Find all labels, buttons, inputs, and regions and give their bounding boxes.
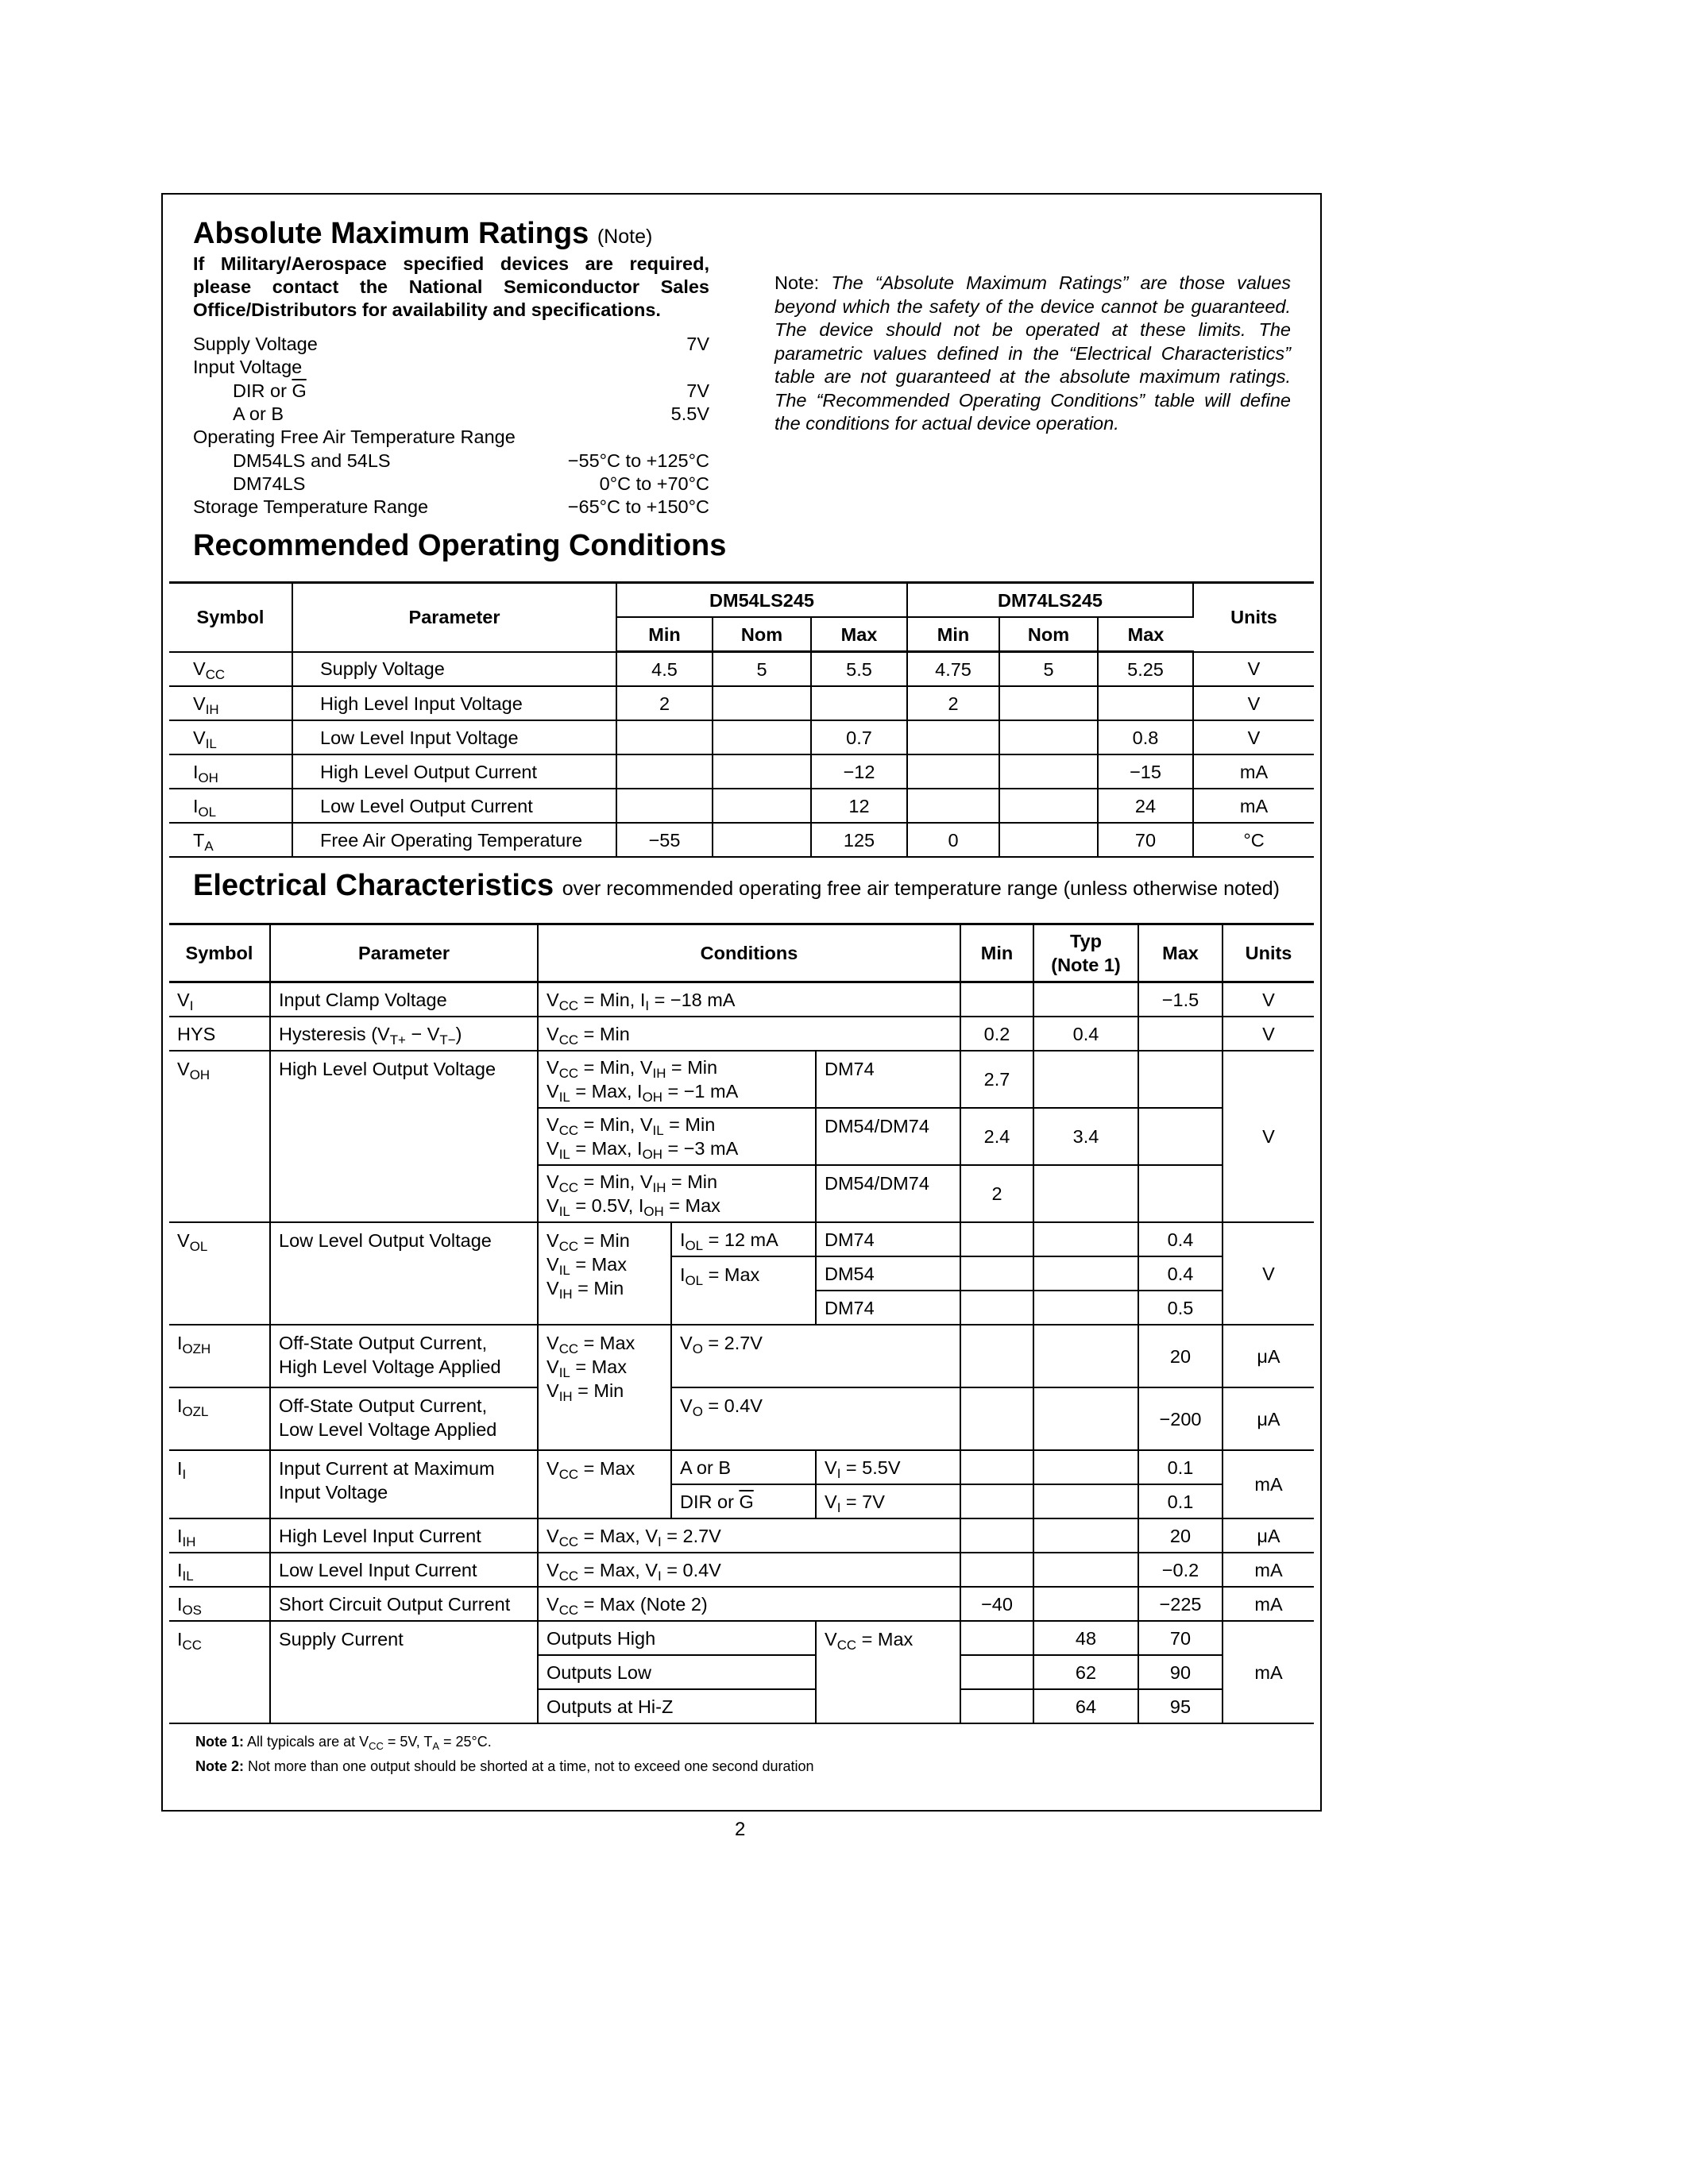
ec-conditions: $V_O = 2.7V$ [671,1325,960,1387]
roc-header-units: Units [1193,583,1314,652]
ec-typ: 48 [1033,1621,1138,1655]
ec-units: mA [1223,1587,1314,1621]
roc-value: 0.7 [811,720,907,754]
ec-typ: 3.4 [1033,1108,1138,1165]
ec-parameter: High Level Output Voltage [270,1051,538,1222]
ec-max: −225 [1138,1587,1223,1621]
ec-parameter: Input Clamp Voltage [270,982,538,1017]
ec-typ [1033,1325,1138,1387]
ec-typ [1033,1291,1138,1325]
roc-parameter: Low Level Output Current [292,789,616,823]
roc-value: 5.25 [1098,652,1193,687]
ec-max: 95 [1138,1689,1223,1723]
ec-symbol: $V_I$ [169,982,270,1017]
amr-title: Absolute Maximum Ratings (Note) [193,217,653,250]
table-row [169,1518,1314,1553]
ec-min [960,1256,1033,1291]
roc-table [169,581,1314,858]
roc-value [907,789,999,823]
table-row [169,1051,1314,1108]
roc-value [999,720,1098,754]
ec-typ [1033,1222,1138,1256]
ec-conditions: $V_{CC}$ = Min, $V_{IL}$ = Min $V_{IL}$ = Max, $I_{OH} = -3$ mA [538,1108,816,1165]
amr-label: DM54LS and 54LS [233,450,391,471]
ec-min [960,1484,1033,1518]
roc-value: 5 [999,652,1098,687]
roc-value [616,754,713,789]
roc-parameter: Low Level Input Voltage [292,720,616,754]
roc-units: °C [1193,823,1314,857]
note-1: Note 1: All typicals are at $V_{CC} = 5V$, $T_A = 25^\circ C$. [195,1734,492,1752]
ec-min [960,982,1033,1017]
table-row [169,1621,1314,1655]
ec-max [1138,1051,1223,1108]
ec-min [960,1518,1033,1553]
ec-conditions: $V_{CC}$ = Min, $V_{IH}$ = Min $V_{IL}$ = Max, $I_{OH} = -1$ mA [538,1051,816,1108]
table-row [169,754,1314,789]
roc-value: 12 [811,789,907,823]
ec-conditions: $V_{CC}$ = Max [816,1621,960,1723]
ec-parameter: Off-State Output Current, High Level Voltage Applied [270,1325,538,1387]
ec-parameter: Off-State Output Current, Low Level Voltage Applied [270,1387,538,1450]
ec-units: V [1223,982,1314,1017]
ec-parameter: Input Current at Maximum Input Voltage [270,1450,538,1518]
amr-label: A or B [233,403,284,424]
ec-conditions: $V_I = 7V$ [816,1484,960,1518]
roc-value: −15 [1098,754,1193,789]
amr-value: −65°C to +150°C [567,496,709,517]
ec-typ: 62 [1033,1655,1138,1689]
roc-value [907,754,999,789]
ec-parameter: High Level Input Current [270,1518,538,1553]
amr-label: Input Voltage [193,357,303,377]
roc-value [1098,686,1193,720]
roc-units: mA [1193,789,1314,823]
ec-max: 20 [1138,1325,1223,1387]
amr-label: DIR or $\overline{G}$ [233,380,307,401]
ec-min [960,1621,1033,1655]
ec-header-conditions: Conditions [538,924,960,982]
roc-symbol: $V_{IL}$ [169,720,292,754]
roc-value [999,823,1098,857]
ec-min [960,1222,1033,1256]
table-row [169,652,1314,687]
amr-label: Supply Voltage [193,334,318,354]
ec-conditions: Outputs at Hi-Z [538,1689,816,1723]
ec-min [960,1325,1033,1387]
roc-header-dm54: DM54LS245 [616,583,907,618]
roc-header-min: Min [907,617,999,652]
ec-header-max: Max [1138,924,1223,982]
roc-value: 70 [1098,823,1193,857]
amr-value: −55°C to +125°C [567,450,709,471]
ec-symbol: $V_{OH}$ [169,1051,270,1222]
ec-max: 0.4 [1138,1256,1223,1291]
ec-max: −0.2 [1138,1553,1223,1587]
table-row [169,789,1314,823]
ec-conditions: $I_{OL} = 12$ mA [671,1222,816,1256]
ec-max: −1.5 [1138,982,1223,1017]
roc-value: 2 [907,686,999,720]
ec-max: 0.1 [1138,1450,1223,1484]
roc-value [999,754,1098,789]
roc-value [616,720,713,754]
roc-value [907,720,999,754]
ec-max: 0.1 [1138,1484,1223,1518]
roc-symbol: $I_{OL}$ [169,789,292,823]
roc-units: V [1193,720,1314,754]
ec-max: 0.4 [1138,1222,1223,1256]
roc-value: 5 [713,652,811,687]
ec-symbol: $I_{OS}$ [169,1587,270,1621]
roc-header-dm74: DM74LS245 [907,583,1193,618]
ec-conditions: $V_I = 5.5V$ [816,1450,960,1484]
ec-max: 90 [1138,1655,1223,1689]
ec-typ: 0.4 [1033,1017,1138,1051]
ec-device: DM74 [816,1051,960,1108]
ec-min [960,1655,1033,1689]
ec-typ [1033,1484,1138,1518]
roc-value [999,686,1098,720]
table-row [169,1587,1314,1621]
roc-value: 2 [616,686,713,720]
ec-symbol: $I_{IL}$ [169,1553,270,1587]
ec-symbol: $I_{IH}$ [169,1518,270,1553]
roc-header-nom: Nom [713,617,811,652]
ec-max: 70 [1138,1621,1223,1655]
ec-header-symbol: Symbol [169,924,270,982]
table-row [169,823,1314,857]
ec-device: DM54/DM74 [816,1108,960,1165]
roc-value: 125 [811,823,907,857]
ec-max: 0.5 [1138,1291,1223,1325]
ec-parameter: Hysteresis $(V_{T+} - V_{T-})$ [270,1017,538,1051]
ec-conditions: Outputs High [538,1621,816,1655]
roc-value [713,754,811,789]
ec-parameter: Short Circuit Output Current [270,1587,538,1621]
ec-min: 2.7 [960,1051,1033,1108]
roc-units: V [1193,652,1314,687]
amr-label: Operating Free Air Temperature Range [193,426,516,447]
ec-max [1138,1017,1223,1051]
roc-symbol: $V_{IH}$ [169,686,292,720]
ec-units: V [1223,1017,1314,1051]
ec-min: 0.2 [960,1017,1033,1051]
ec-parameter: Low Level Output Voltage [270,1222,538,1325]
ec-typ [1033,1450,1138,1484]
ec-typ [1033,1256,1138,1291]
amr-value: 7V [686,380,709,401]
ec-device: DM74 [816,1222,960,1256]
ec-max: 20 [1138,1518,1223,1553]
roc-header-min: Min [616,617,713,652]
note-2: Note 2: Not more than one output should be shorted at a time, not to exceed one second duration [195,1758,814,1774]
roc-units: V [1193,686,1314,720]
ec-min [960,1553,1033,1587]
amr-label: Storage Temperature Range [193,496,429,517]
roc-value: 4.75 [907,652,999,687]
ec-typ [1033,1387,1138,1450]
ec-min: −40 [960,1587,1033,1621]
ec-conditions: A or B [671,1450,816,1484]
ec-header-units: Units [1223,924,1314,982]
table-row [169,686,1314,720]
ec-symbol: $I_{OZH}$ [169,1325,270,1387]
table-row [169,982,1314,1017]
roc-units: mA [1193,754,1314,789]
roc-value [713,720,811,754]
roc-header-nom: Nom [999,617,1098,652]
ec-typ [1033,1553,1138,1587]
roc-value [999,789,1098,823]
ec-header-parameter: Parameter [270,924,538,982]
table-row [169,720,1314,754]
roc-symbol: $T_A$ [169,823,292,857]
ec-conditions: DIR or $\overline{G}$ [671,1484,816,1518]
ec-conditions: $V_{CC}$ = Min [538,1017,960,1051]
table-row [169,1325,1314,1387]
ec-units: μA [1223,1518,1314,1553]
ec-max [1138,1108,1223,1165]
ec-units: mA [1223,1553,1314,1587]
roc-value: 0 [907,823,999,857]
roc-symbol: $V_{CC}$ [169,652,292,687]
ec-header-min: Min [960,924,1033,982]
ec-max [1138,1165,1223,1222]
ec-conditions: $V_{CC}$ = Max, $V_I = 2.7V$ [538,1518,960,1553]
roc-value [713,789,811,823]
roc-value [616,789,713,823]
ec-conditions: $V_{CC}$ = Min, $V_{IH}$ = Min $V_{IL} = 0.5V$, $I_{OH}$ = Max [538,1165,816,1222]
roc-parameter: High Level Input Voltage [292,686,616,720]
ec-header-typ: Typ (Note 1) [1033,924,1138,982]
ec-symbol: HYS [169,1017,270,1051]
ec-conditions: $V_{CC}$ = Max $V_{IL}$ = Max $V_{IH}$ = Min [538,1325,671,1450]
ec-conditions: $V_{CC}$ = Max (Note 2) [538,1587,960,1621]
page-number: 2 [735,1819,746,1840]
roc-value: 24 [1098,789,1193,823]
roc-parameter: Supply Voltage [292,652,616,687]
ec-typ [1033,1165,1138,1222]
ec-conditions: $V_{CC}$ = Max, $V_I = 0.4V$ [538,1553,960,1587]
ec-min [960,1689,1033,1723]
ec-table [169,923,1314,1724]
ec-max: −200 [1138,1387,1223,1450]
ec-device: DM54/DM74 [816,1165,960,1222]
roc-value: 4.5 [616,652,713,687]
roc-header-max: Max [1098,617,1193,652]
ec-device: DM74 [816,1291,960,1325]
ec-symbol: $I_{CC}$ [169,1621,270,1723]
ec-conditions: Outputs Low [538,1655,816,1689]
ec-units: μA [1223,1387,1314,1450]
roc-symbol: $I_{OH}$ [169,754,292,789]
ec-min [960,1450,1033,1484]
ec-conditions: $V_{CC}$ = Min, $I_I = -18$ mA [538,982,960,1017]
roc-parameter: High Level Output Current [292,754,616,789]
roc-value: −55 [616,823,713,857]
roc-header-max: Max [811,617,907,652]
ec-units: mA [1223,1621,1314,1723]
ec-symbol: $I_{OZL}$ [169,1387,270,1450]
roc-header-parameter: Parameter [292,583,616,652]
amr-value: 5.5V [670,403,709,424]
roc-value: −12 [811,754,907,789]
roc-parameter: Free Air Operating Temperature [292,823,616,857]
ec-device: DM54 [816,1256,960,1291]
ec-units: μA [1223,1325,1314,1387]
ec-min: 2 [960,1165,1033,1222]
ec-typ: 64 [1033,1689,1138,1723]
roc-header-symbol: Symbol [169,583,292,652]
ec-min [960,1387,1033,1450]
table-row [169,1017,1314,1051]
amr-note: Note: The “Absolute Maximum Ratings” are those values beyond which the safety of the device cannot be guaranteed. The device should not be operated at these limits. The parametric values defined in the “Electrical Characteristics” table are not guaranteed at the absolute maximum ratings. The “Recommended Operating Conditions” table will define the conditions for actual device operation. [774,272,1292,434]
amr-warning: If Military/Aerospace specified devices are required, please contact the National Semiconductor Sales Office/Distributors for availability and specifications. [193,253,709,320]
amr-value: 7V [686,334,709,354]
ec-typ [1033,1051,1138,1108]
roc-value: 0.8 [1098,720,1193,754]
amr-label: DM74LS [233,473,306,494]
ec-typ [1033,982,1138,1017]
table-row [169,1387,1314,1450]
ec-parameter: Supply Current [270,1621,538,1723]
table-row [169,1553,1314,1587]
ec-title: Electrical Characteristics over recommended operating free air temperature range (unless otherwise noted) [193,869,1280,902]
roc-value [713,823,811,857]
ec-units: V [1223,1222,1314,1325]
ec-symbol: $I_I$ [169,1450,270,1518]
ec-typ [1033,1587,1138,1621]
table-row [169,1222,1314,1256]
ec-conditions: $V_{CC}$ = Max [538,1450,671,1518]
ec-min [960,1291,1033,1325]
ec-parameter: Low Level Input Current [270,1553,538,1587]
ec-units: mA [1223,1450,1314,1518]
ec-typ [1033,1518,1138,1553]
ec-conditions: $V_{CC}$ = Min $V_{IL}$ = Max $V_{IH}$ = Min [538,1222,671,1325]
ec-min: 2.4 [960,1108,1033,1165]
roc-value [811,686,907,720]
ec-symbol: $V_{OL}$ [169,1222,270,1325]
table-row [169,1450,1314,1484]
ec-conditions: $I_{OL}$ = Max [671,1256,816,1325]
ec-conditions: $V_O = 0.4V$ [671,1387,960,1450]
roc-value: 5.5 [811,652,907,687]
roc-title: Recommended Operating Conditions [193,529,727,562]
amr-value: 0°C to +70°C [599,473,709,494]
ec-units: V [1223,1051,1314,1222]
roc-value [713,686,811,720]
